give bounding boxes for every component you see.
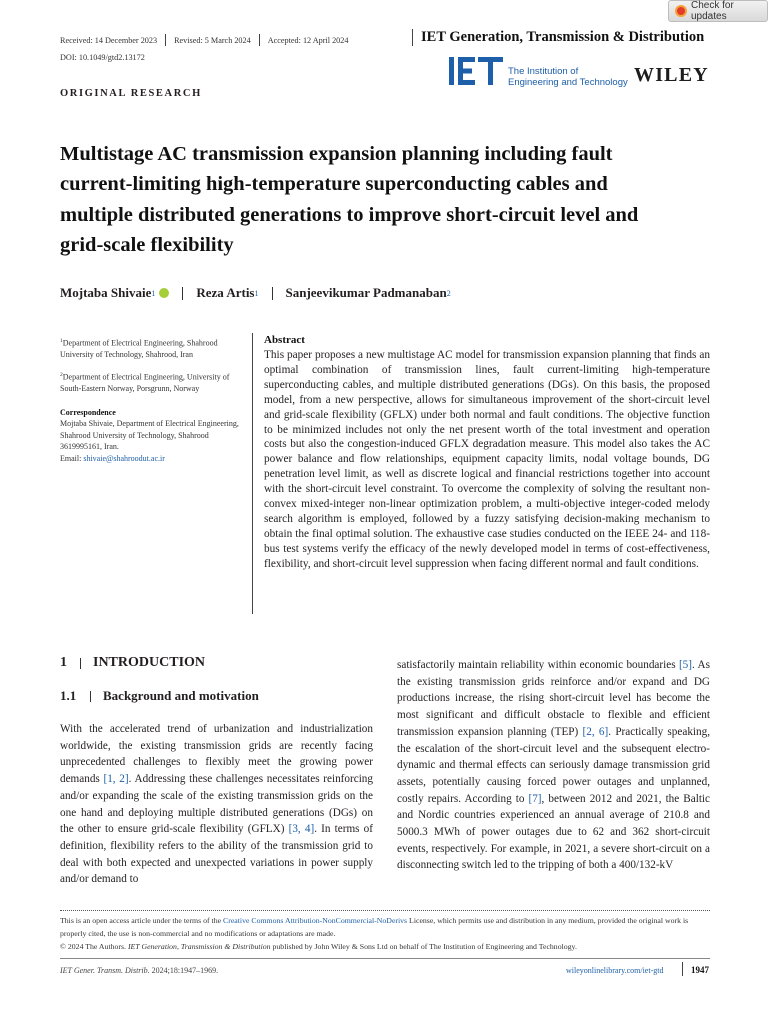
affiliations	[60, 336, 245, 465]
author-name[interactable]: Sanjeevikumar Padmanaban	[285, 285, 447, 300]
footer-url[interactable]: wileyonlinelibrary.com/iet-gtd	[566, 966, 664, 975]
affiliation-mark: 2	[60, 371, 63, 378]
journal-title: IET Generation, Transmission & Distribution	[412, 29, 704, 46]
title-line: multiple distributed generations to improve short-circuit level and	[60, 203, 639, 226]
subsection-heading	[60, 688, 259, 704]
iet-name	[508, 66, 628, 88]
title-line: grid-scale flexibility	[60, 234, 234, 257]
body-column-left	[60, 721, 373, 888]
divider	[60, 910, 710, 911]
email-link[interactable]: shivaie@shahroodut.ac.ir	[83, 454, 165, 464]
body-text: . In terms of definition, flexibility refers to the ability of the transmission grid to deal with both expected and unexpected variations in power supply and/or demand to	[60, 823, 374, 886]
article-title	[60, 139, 710, 261]
page-number: 1947	[691, 965, 709, 975]
body-text: . Addressing these challenges necessitates reinforcing and/or expanding the scale of the existing transmission grids on the one hand and deploying multiple distributed generations (DGs) on the other to ensure grid-scale flexibility (GFLX)	[60, 773, 373, 836]
author-affiliation-mark[interactable]: 2	[446, 288, 451, 298]
footer-journal: IET Gener. Transm. Distrib.	[60, 966, 150, 975]
author-name[interactable]: Mojtaba Shivaie	[60, 285, 152, 300]
copyright-journal: IET Generation, Transmission & Distribution	[127, 942, 271, 951]
license-post: License, which permits use and distribution in any medium, provided the original work is properly cited, the use is non-commercial and no modifications or adaptations are made.	[60, 916, 689, 938]
title-line: Multistage AC transmission expansion planning including fault	[60, 143, 613, 165]
license-pre: This is an open access article under the terms of the	[60, 916, 224, 925]
body-column-right	[397, 657, 710, 874]
author-affiliation-mark[interactable]: 1	[151, 288, 156, 298]
affiliation-mark: 1	[60, 338, 63, 344]
revised-date: Revised: 5 March 2024	[174, 35, 251, 45]
license-notice	[60, 914, 710, 953]
iet-logo-icon	[449, 57, 503, 85]
orcid-icon[interactable]	[159, 288, 169, 298]
license-link[interactable]: Creative Commons Attribution-NonCommercial-NoDerivs	[223, 916, 408, 925]
check-for-updates-label: Check for updates	[691, 0, 734, 22]
affiliation	[60, 370, 245, 395]
correspondence-body: Mojtaba Shivaie, Department of Electrical Engineering, Shahrood University of Technology, Shahrood 3619995161, Iran.	[60, 419, 239, 452]
citation-link[interactable]: [5]	[678, 659, 692, 671]
correspondence-email-line	[60, 453, 245, 465]
section-heading	[60, 655, 205, 671]
doi[interactable]: DOI: 10.1049/gtd2.13172	[60, 53, 145, 62]
section-title: INTRODUCTION	[93, 655, 206, 670]
iet-line-1: The Institution of	[508, 66, 579, 77]
citation-link[interactable]: [3, 4]	[288, 823, 315, 836]
citation-link[interactable]: [1, 2]	[103, 773, 129, 786]
citation-link[interactable]: [7]	[528, 792, 542, 805]
author-list	[60, 285, 451, 301]
license-text	[60, 914, 710, 940]
author-name[interactable]: Reza Artis	[196, 285, 255, 300]
check-for-updates-button[interactable]	[668, 0, 768, 22]
accepted-date: Accepted: 12 April 2024	[267, 35, 349, 45]
affiliation-text: Department of Electrical Engineering, Shahrood University of Technology, Shahrood, Iran	[60, 338, 218, 360]
citation-link[interactable]: [2, 6]	[582, 725, 609, 738]
affiliation	[60, 336, 245, 361]
author-affiliation-mark[interactable]: 1	[254, 288, 259, 298]
correspondence-heading: Correspondence	[60, 407, 116, 417]
footer-citation	[60, 966, 218, 975]
wiley-logo: WILEY	[634, 64, 709, 86]
copyright-pre: © 2024 The Authors.	[60, 942, 128, 951]
received-date: Received: 14 December 2023	[60, 35, 158, 45]
body-text: With the accelerated trend of urbanization and industrialization worldwide, the existing transmission grids are recently facing unprecedented challenges to flexibly meet the growing power demands	[60, 723, 373, 786]
divider	[182, 287, 183, 300]
body-text: . Practically speaking, the escalation of the short-circuit level and the subsequent electro-dynamic and thermal effects can seriously damage transmission grid assets, potentially causing forced power outages and unplanned, costly repairs. According to	[397, 725, 711, 805]
divider	[682, 962, 683, 976]
divider	[259, 34, 260, 46]
divider	[60, 958, 710, 959]
body-text: . As the existing transmission grids reinforce and/or expand and DG productions increase, the rising short-circuit level has become the most significant and difficult obstacle to flexible and efficient transmission expansion planning (TEP)	[397, 659, 710, 738]
body-text: satisfactorily maintain reliability within economic boundaries	[397, 659, 679, 671]
section-number: 1	[60, 655, 67, 670]
divider	[272, 287, 273, 300]
copyright-post: published by John Wiley & Sons Ltd on behalf of The Institution of Engineering and Technology.	[270, 942, 577, 951]
subsection-title: Background and motivation	[103, 688, 259, 703]
crossmark-icon	[675, 5, 687, 17]
affiliation-text: Department of Electrical Engineering, University of South-Eastern Norway, Porsgrunn, Norway	[60, 372, 230, 394]
footer-volume: 2024;18:1947–1969.	[149, 966, 219, 975]
copyright-line	[60, 940, 710, 953]
title-line: current-limiting high-temperature superconducting cables and	[60, 173, 608, 196]
abstract-text: This paper proposes a new multistage AC model for transmission expansion planning that finds an optimal combination of transmission lines, fault current-limiting high-temperature superconducting cables, and multiple distributed generations (DGs). On this basis, the proposed model, from a new perspective, allows for simultaneous improvement of the short-circuit level and grid-scale flexibility (GFLX) under both normal and fault conditions. The objective function to be minimized includes not only the net present worth of the total investment and operation costs but also the congestion-induced GFLX degradation measure. This model also takes the AC power balance and flow relationships, equipment capacity limits, nodal voltage bounds, DG penetration level limit, as well as discrete logical and financial restrictions together into account with the short-circuit level constraint. To overcome the complexity of solving the resultant non-convex mixed-integer non-linear optimization problem, a multi-objective integer-coded melody search algorithm is employed, followed by a fuzzy satisfying decision-making mechanism to obtain the final optimal solution. The exhaustive case studies conducted on the IEEE 24- and 118-bus test systems verify the efficacy of the newly developed model in terms of cost-effectiveness, flexibility, and short-circuit level suppression when facing different normal and fault conditions.	[264, 349, 710, 570]
section-label: ORIGINAL RESEARCH	[60, 88, 202, 99]
abstract-heading: Abstract	[264, 334, 305, 346]
abstract	[252, 333, 710, 614]
divider	[80, 658, 81, 669]
body-text: , between 2012 and 2021, the Baltic and Nordic countries experienced an annual average of 210.8 and 5000.3 MWh of power outages due to 62 and 362 short-circuit events, respectively. For example, in 2021, a severe short-circuit on a disconnecting switch led to the tripping of both a 400/132-kV	[397, 792, 711, 872]
divider	[165, 34, 166, 46]
iet-line-2: Engineering and Technology	[508, 77, 628, 88]
email-label: Email:	[60, 454, 82, 464]
subsection-number: 1.1	[60, 688, 77, 703]
article-dates	[60, 34, 348, 46]
divider	[90, 691, 91, 702]
